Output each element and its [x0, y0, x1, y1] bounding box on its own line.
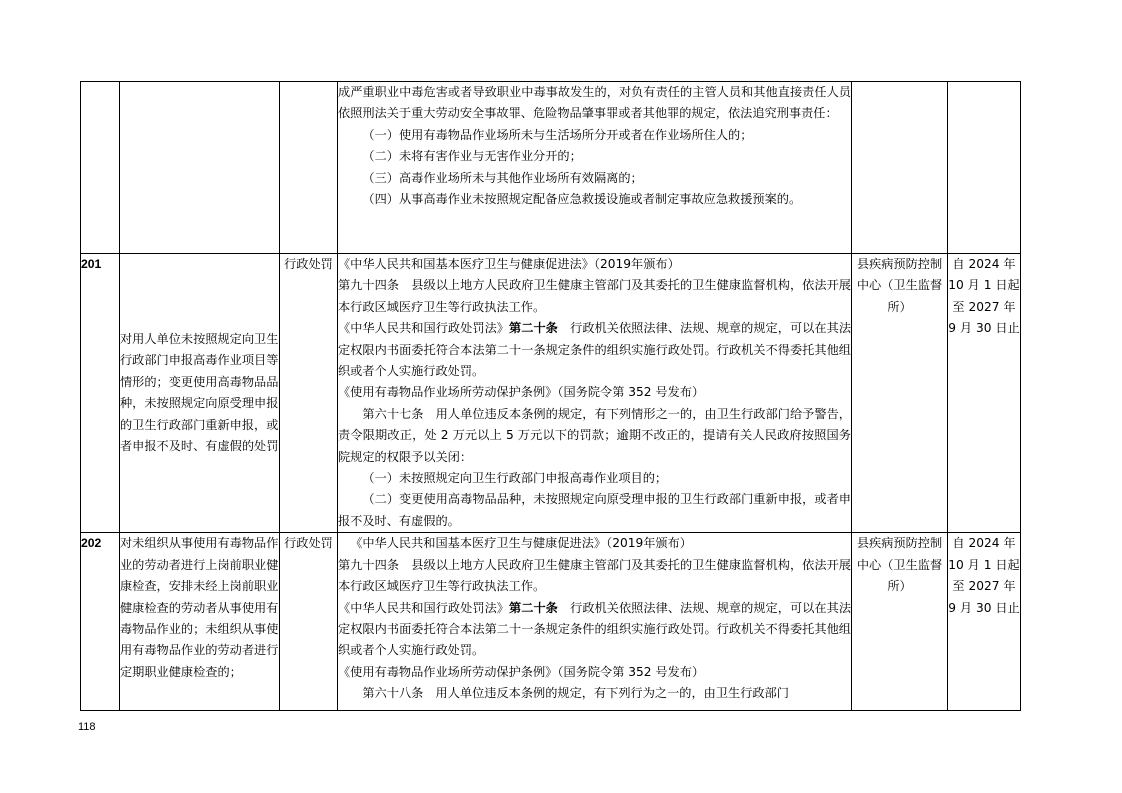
row-agency — [852, 82, 948, 254]
enforcement-table — [80, 81, 1021, 711]
law-title: 《中华人民共和国行政处罚法》 — [338, 600, 510, 615]
law-title: 《中华人民共和国基本医疗卫生与健康促进法》（2019年颁布） — [350, 536, 692, 551]
row-subject: 对用人单位未按照规定向卫生行政部门申报高毒作业项目等情形的；变更使用高毒物品品种，未按照规定向原受理申报的卫生行政部门重新申报，或者申报不及时、有虚假的处罚 — [120, 254, 280, 533]
law-title: 《中华人民共和国行政处罚法》 — [338, 321, 510, 336]
law-title: 《中华人民共和国基本医疗卫生与健康促进法》（2019年颁布） — [338, 257, 680, 271]
law-article: 第六十七条 用人单位违反本条例的规定，有下列情形之一的，由卫生行政部门给予警告，责令限期改正，处 2 万元以上 5 万元以下的罚款；逾期不改正的，提请有关人民政府按照国务院规定的权限予以关闭： — [338, 406, 851, 464]
row-agency: 县疾病预防控制中心（卫生监督所） — [852, 254, 948, 533]
table-row — [81, 533, 1021, 711]
row-subject — [120, 82, 280, 254]
row-agency: 县疾病预防控制中心（卫生监督所） — [852, 533, 948, 711]
table-row — [81, 254, 1021, 533]
row-number: 201 — [81, 254, 120, 533]
basis-item: （一）使用有毒物品作业场所未与生活场所分开或者在作业场所住人的； — [362, 127, 753, 142]
row-category: 行政处罚 — [280, 533, 338, 711]
row-basis — [338, 533, 852, 711]
basis-item: （四）从事高毒作业未按照规定配备应急救援设施或者制定事故应急救援预案的。 — [362, 192, 802, 207]
law-title: 《使用有毒物品作业场所劳动保护条例》（国务院令第 352 号发布） — [338, 664, 705, 679]
row-subject: 对未组织从事使用有毒物品作业的劳动者进行上岗前职业健康检查，安排未经上岗前职业健康检查的劳动者从事使用有毒物品作业的；未组织从事使用有毒物品作业的劳动者进行定期职业健康检查的； — [120, 533, 280, 711]
basis-item: （三）高毒作业场所未与其他作业场所有效隔离的； — [362, 170, 643, 185]
row-period: 自 2024 年 10 月 1 日起至 2027 年 9 月 30 日止 — [948, 254, 1021, 533]
law-article — [338, 318, 851, 382]
basis-item: （二）未将有害作业与无害作业分开的； — [362, 149, 582, 164]
basis-item: （一）未按照规定向卫生行政部门申报高毒作业项目的； — [362, 471, 668, 486]
article-text: 行政机关依照法律、法规、规章的规定，可以在其法定权限内书面委托符合本法第二十一条规定条件的组织实施行政处罚。行政机关不得委托其他组织或者个人实施行政处罚。 — [338, 600, 852, 658]
basis-item: （二）变更使用高毒物品品种，未按照规定向原受理申报的卫生行政部门重新申报，或者申报不及时、有虚假的。 — [338, 492, 851, 528]
row-category: 行政处罚 — [280, 254, 338, 533]
law-article: 第九十四条 县级以上地方人民政府卫生健康主管部门及其委托的卫生健康监督机构，依法开展本行政区域医疗卫生等行政执法工作。 — [338, 278, 851, 314]
basis-paragraph: 成严重职业中毒危害或者导致职业中毒事故发生的，对负有责任的主管人员和其他直接责任人员依照刑法关于重大劳动安全事故罪、危险物品肇事罪或者其他罪的规定，依法追究刑事责任： — [338, 85, 851, 121]
row-basis — [338, 82, 852, 254]
table-row — [81, 82, 1021, 254]
row-period: 自 2024 年 10 月 1 日起至 2027 年 9 月 30 日止 — [948, 533, 1021, 711]
row-number: 202 — [81, 533, 120, 711]
law-article: 第九十四条 县级以上地方人民政府卫生健康主管部门及其委托的卫生健康监督机构，依法开展本行政区域医疗卫生等行政执法工作。 — [338, 557, 851, 594]
row-period — [948, 82, 1021, 254]
law-title: 《使用有毒物品作业场所劳动保护条例》（国务院令第 352 号发布） — [338, 385, 705, 400]
page-number: 118 — [78, 721, 96, 733]
row-category — [280, 82, 338, 254]
article-number: 第二十条 — [509, 600, 558, 615]
article-text: 行政机关依照法律、法规、规章的规定，可以在其法定权限内书面委托符合本法第二十一条规定条件的组织实施行政处罚。行政机关不得委托其他组织或者个人实施行政处罚。 — [338, 321, 852, 379]
law-article: 第六十八条 用人单位违反本条例的规定，有下列行为之一的，由卫生行政部门 — [362, 686, 789, 701]
article-number: 第二十条 — [509, 321, 558, 336]
law-article — [338, 598, 851, 662]
row-basis — [338, 254, 852, 533]
row-number — [81, 82, 120, 254]
